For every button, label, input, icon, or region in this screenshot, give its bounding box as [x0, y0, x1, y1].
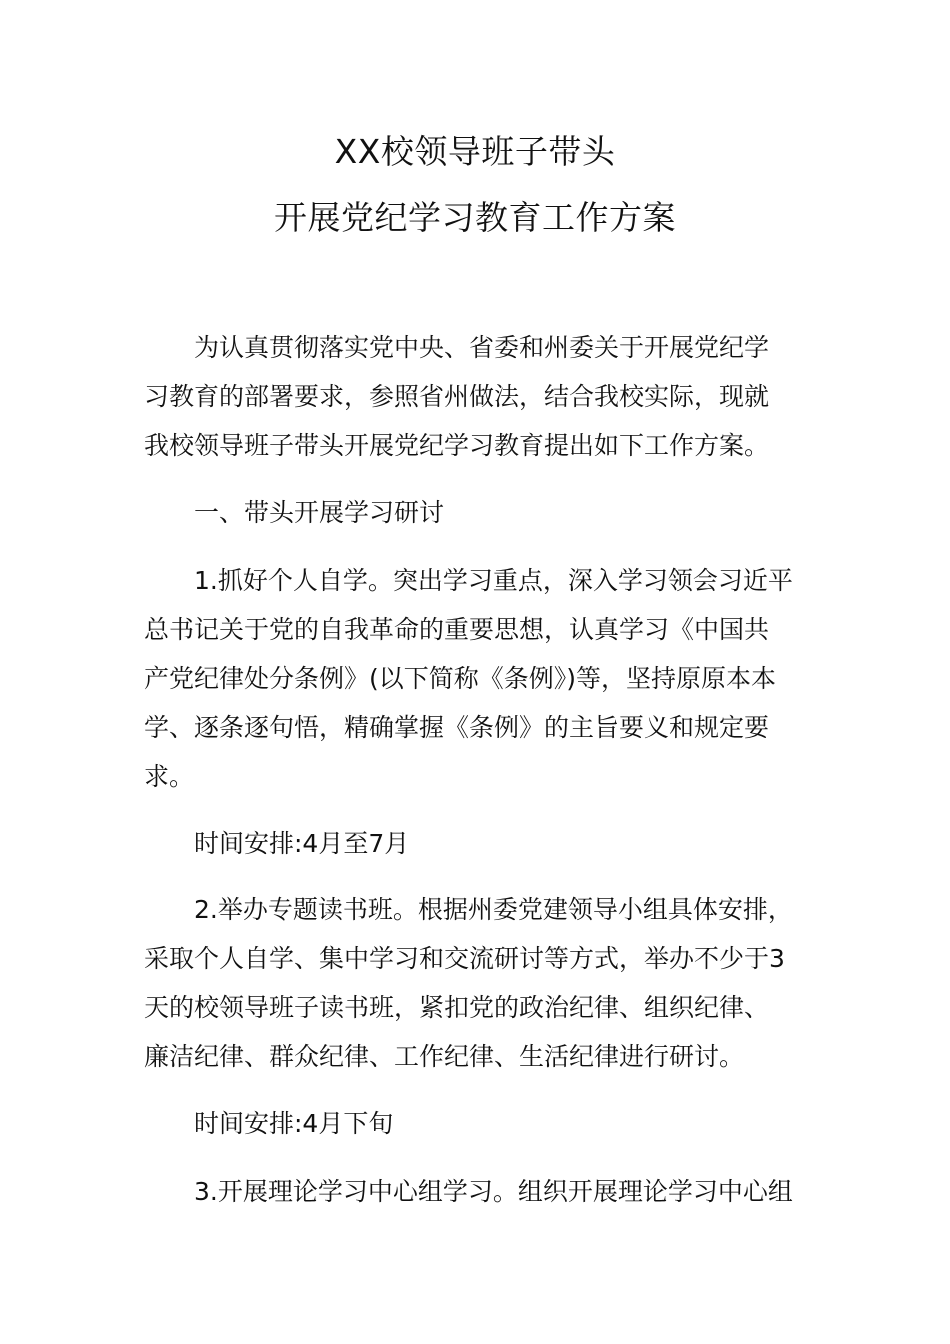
item-2-line-4: 廉洁纪律、群众纪律、工作纪律、生活纪律进行研讨。 — [144, 1042, 745, 1071]
item-1-line-1: 1.抓好个人自学。突出学习重点，深入学习领会习近平 — [194, 566, 793, 595]
paragraph-intro-line-3: 我校领导班子带头开展党纪学习教育提出如下工作方案。 — [144, 431, 770, 460]
item-1-schedule: 时间安排:4月至7月 — [194, 829, 410, 858]
item-2-line-3: 天的校领导班子读书班，紧扣党的政治纪律、组织纪律、 — [144, 993, 770, 1022]
item-1-line-3: 产党纪律处分条例》(以下简称《条例》)等，坚持原原本本 — [144, 664, 777, 693]
item-1-line-2: 总书记关于党的自我革命的重要思想，认真学习《中国共 — [144, 615, 770, 644]
item-1-line-4: 学、逐条逐句悟，精确掌握《条例》的主旨要义和规定要 — [144, 713, 770, 742]
paragraph-intro-line-1: 为认真贯彻落实党中央、省委和州委关于开展党纪学 — [194, 333, 770, 362]
item-2-line-2: 采取个人自学、集中学习和交流研讨等方式，举办不少于3 — [144, 944, 785, 973]
document-title-line-1: XX校领导班子带头 — [334, 132, 616, 171]
section-heading-1: 一、带头开展学习研讨 — [194, 498, 445, 527]
item-2-line-1: 2.举办专题读书班。根据州委党建领导小组具体安排， — [194, 895, 793, 924]
item-3-line-1: 3.开展理论学习中心组学习。组织开展理论学习中心组 — [194, 1177, 793, 1206]
document-title-line-2: 开展党纪学习教育工作方案 — [274, 198, 676, 237]
item-2-schedule: 时间安排:4月下旬 — [194, 1109, 394, 1138]
item-1-line-5: 求。 — [144, 762, 195, 791]
paragraph-intro-line-2: 习教育的部署要求，参照省州做法，结合我校实际，现就 — [144, 382, 770, 411]
